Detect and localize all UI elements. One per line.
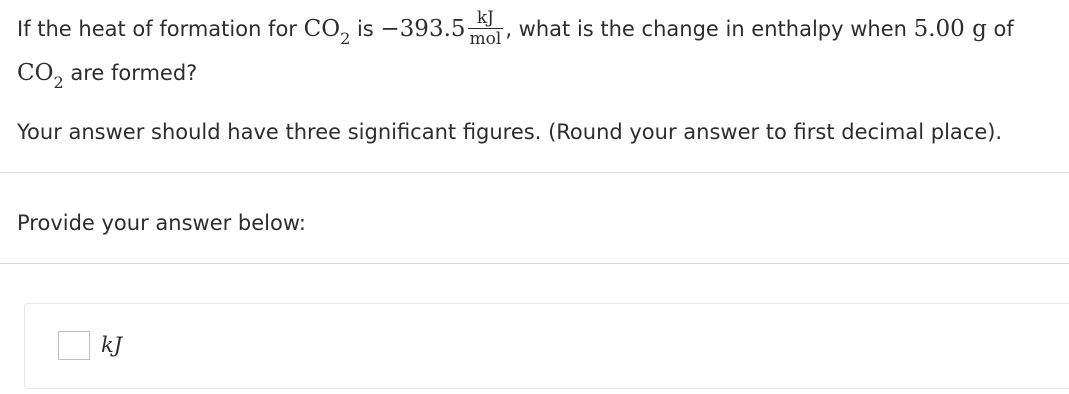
- co-subscript: 2: [53, 73, 64, 92]
- enthalpy-value: −393.5: [380, 16, 466, 42]
- fraction-numerator: kJ: [468, 9, 504, 29]
- mass-value: 5.00: [913, 16, 965, 42]
- question-line-1: [17, 6, 1069, 50]
- divider: [0, 172, 1069, 173]
- question-text: [17, 6, 1069, 94]
- unit-fraction: [468, 9, 504, 48]
- question-line-2: [17, 50, 1069, 94]
- gram-unit: g: [972, 16, 987, 42]
- question-text-part: are formed?: [63, 61, 198, 85]
- answer-prompt: Provide your answer below:: [17, 211, 306, 235]
- answer-unit: kJ: [101, 333, 123, 357]
- fraction-denominator: mol: [469, 28, 502, 49]
- answer-input[interactable]: [58, 331, 90, 360]
- divider: [0, 263, 1069, 264]
- question-text-part: , what is the change in enthalpy when: [505, 17, 914, 41]
- co-formula: CO: [303, 16, 341, 42]
- co-formula: CO: [17, 60, 54, 86]
- question-text-part: is: [350, 17, 381, 41]
- answer-card: [24, 303, 1069, 389]
- question-text-part: of: [986, 17, 1014, 41]
- question-text-part: If the heat of formation for: [17, 17, 304, 41]
- co-subscript: 2: [340, 29, 351, 48]
- instruction-text: Your answer should have three significant figures. (Round your answer to first decimal place).: [17, 120, 1003, 144]
